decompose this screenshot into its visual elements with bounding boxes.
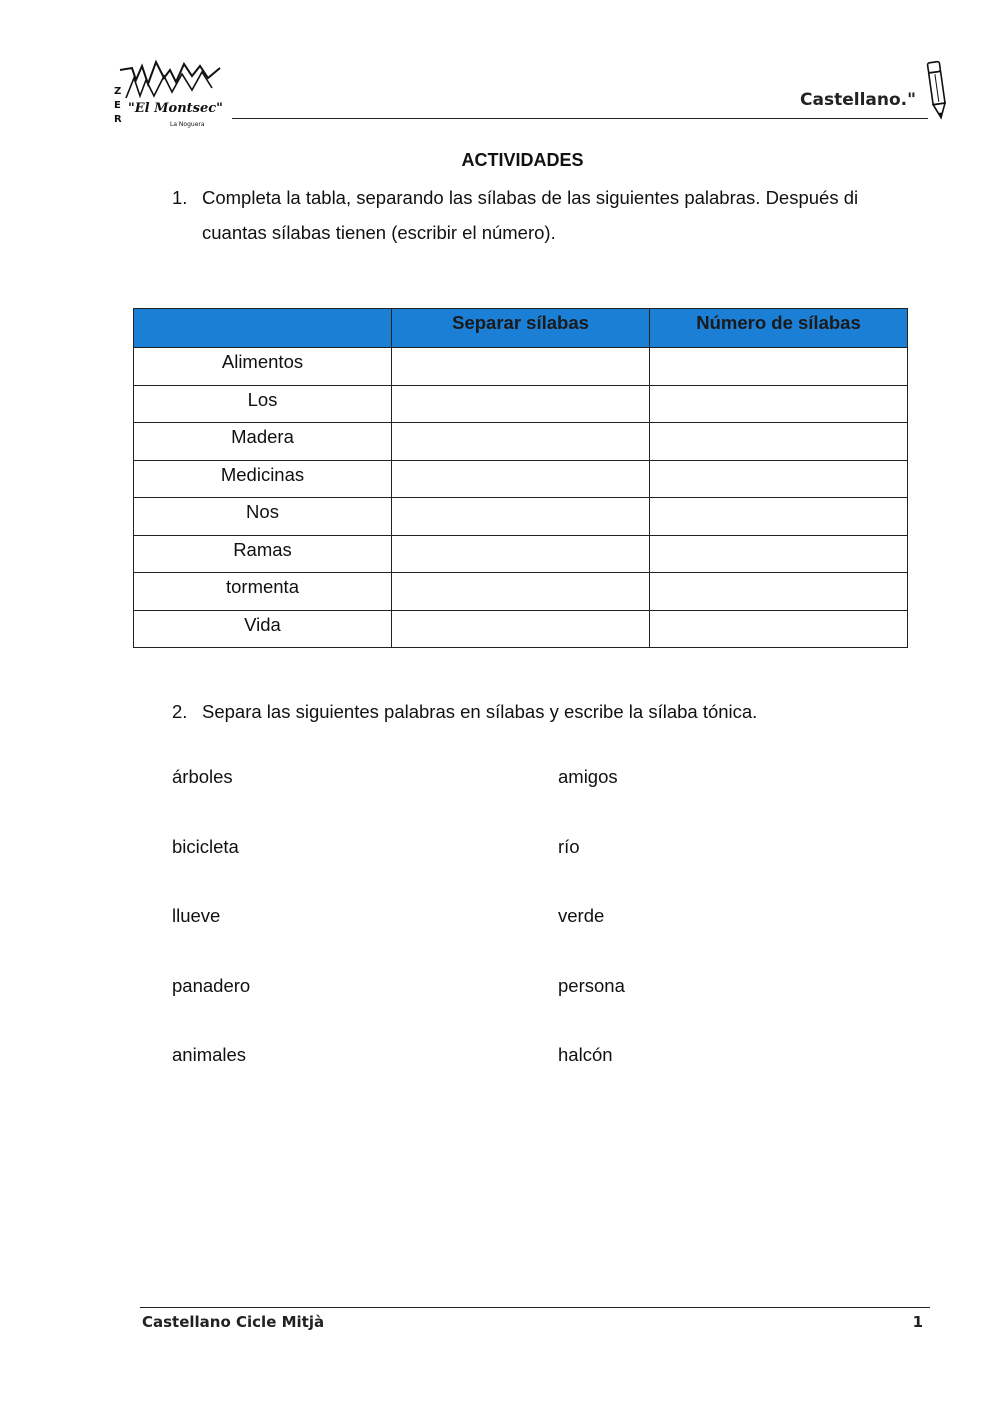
table-row <box>134 460 908 498</box>
syllables-cell[interactable] <box>392 423 650 461</box>
word-item: persona <box>558 974 625 996</box>
word-item: animales <box>172 1044 247 1065</box>
svg-text:E: E <box>114 100 121 111</box>
footer-rule <box>140 1307 930 1308</box>
count-cell[interactable] <box>650 573 908 611</box>
word-row <box>172 975 772 1045</box>
count-cell[interactable] <box>650 348 908 386</box>
activities-title: ACTIVIDADES <box>461 150 584 170</box>
word-list <box>172 766 772 1114</box>
word-row <box>172 905 772 975</box>
pencil-icon <box>926 58 948 120</box>
count-cell[interactable] <box>650 498 908 536</box>
syllable-table <box>133 308 908 648</box>
task-text: Completa la tabla, separando las sílabas de las siguientes palabras. Después di cuantas sílabas tienen (escribir el número). <box>202 187 859 243</box>
count-cell[interactable] <box>650 423 908 461</box>
syllables-cell[interactable] <box>392 610 650 648</box>
count-cell[interactable] <box>650 385 908 423</box>
table-row <box>134 385 908 423</box>
table-row <box>134 535 908 573</box>
word-cell: Medicinas <box>134 460 392 498</box>
word-row <box>172 766 772 836</box>
word-item: bicicleta <box>172 835 239 857</box>
task-2 <box>172 694 912 729</box>
word-cell: Alimentos <box>134 348 392 386</box>
header-separar: Separar sílabas <box>392 309 650 348</box>
table-row <box>134 498 908 536</box>
school-logo <box>112 58 232 130</box>
table-row <box>134 423 908 461</box>
word-item: panadero <box>172 974 251 996</box>
syllables-cell[interactable] <box>392 573 650 611</box>
table-row <box>134 610 908 648</box>
syllables-cell[interactable] <box>392 385 650 423</box>
task-1 <box>172 180 912 250</box>
syllables-cell[interactable] <box>392 348 650 386</box>
syllables-cell[interactable] <box>392 460 650 498</box>
count-cell[interactable] <box>650 535 908 573</box>
header-word <box>134 309 392 348</box>
task-number: 1. <box>172 187 188 208</box>
table-header-row <box>134 309 908 348</box>
header-rule <box>232 118 928 119</box>
task-number: 2. <box>172 701 188 722</box>
word-row <box>172 1044 772 1114</box>
footer-course: Castellano Cicle Mitjà <box>142 1313 325 1331</box>
word-item: amigos <box>558 766 618 787</box>
svg-text:R: R <box>114 114 122 125</box>
word-row <box>172 836 772 906</box>
task-text: Separa las siguientes palabras en sílabas y escribe la sílaba tónica. <box>202 701 758 722</box>
syllables-cell[interactable] <box>392 498 650 536</box>
word-cell: Vida <box>134 610 392 648</box>
page-number: 1 <box>912 1313 923 1331</box>
subject-title: Castellano." <box>800 90 916 110</box>
word-cell: Los <box>134 385 392 423</box>
count-cell[interactable] <box>650 460 908 498</box>
logo-name: "El Montsec" <box>128 101 223 116</box>
count-cell[interactable] <box>650 610 908 648</box>
word-item: árboles <box>172 766 233 787</box>
word-item: verde <box>558 905 605 926</box>
word-cell: Ramas <box>134 535 392 573</box>
table-row <box>134 573 908 611</box>
word-cell: Nos <box>134 498 392 536</box>
logo-sub: La Noguera <box>170 121 205 128</box>
word-item: llueve <box>172 905 221 926</box>
svg-text:Z: Z <box>114 86 122 97</box>
syllables-cell[interactable] <box>392 535 650 573</box>
header-numero: Número de sílabas <box>650 309 908 348</box>
word-item: halcón <box>558 1044 613 1065</box>
word-item: río <box>558 835 580 857</box>
table-row <box>134 348 908 386</box>
word-cell: Madera <box>134 423 392 461</box>
word-cell: tormenta <box>134 573 392 611</box>
